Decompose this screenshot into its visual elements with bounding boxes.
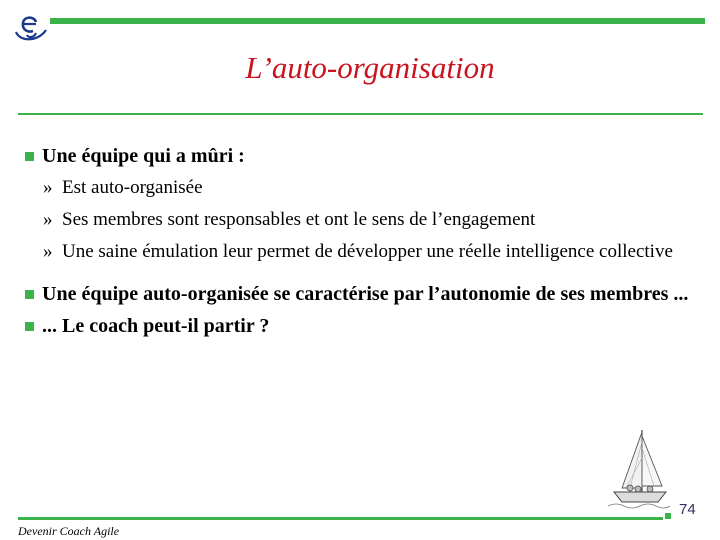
bottom-marker (665, 513, 671, 519)
slide-title: L’auto-organisation (245, 50, 495, 85)
bullet-square-icon (25, 290, 34, 299)
sub-bullet-item (22, 240, 712, 264)
bullet-text: Une équipe qui a mûri : (42, 145, 245, 167)
sub-bullet-text: Une saine émulation leur permet de développer une réelle intelligence collective (62, 241, 673, 262)
bullet-text: ... Le coach peut-il partir ? (42, 315, 270, 337)
slide-content (22, 144, 712, 338)
sub-bullet-item (22, 208, 712, 232)
bullet-square-icon (25, 152, 34, 161)
sub-bullet-marker-icon: » (43, 209, 53, 230)
top-divider (50, 18, 705, 24)
page-number: 74 (679, 501, 696, 518)
bullet-item (22, 282, 712, 306)
title-divider (18, 113, 703, 115)
ec-logo-icon (10, 8, 50, 44)
bullet-item (22, 144, 712, 168)
sub-bullet-marker-icon: » (43, 241, 53, 262)
bullet-square-icon (25, 322, 34, 331)
bullet-text: Une équipe auto-organisée se caractérise par l’autonomie de ses membres ... (42, 283, 689, 305)
sub-bullet-text: Est auto-organisée (62, 177, 203, 198)
sub-bullet-text: Ses membres sont responsables et ont le sens de l’engagement (62, 209, 536, 230)
sub-bullet-marker-icon: » (43, 177, 53, 198)
bullet-item (22, 314, 712, 338)
sub-bullet-list (22, 176, 712, 264)
sailboat-illustration (608, 428, 670, 510)
sub-bullet-item (22, 176, 712, 200)
bottom-divider (18, 517, 663, 520)
footer-title: Devenir Coach Agile (18, 524, 120, 538)
